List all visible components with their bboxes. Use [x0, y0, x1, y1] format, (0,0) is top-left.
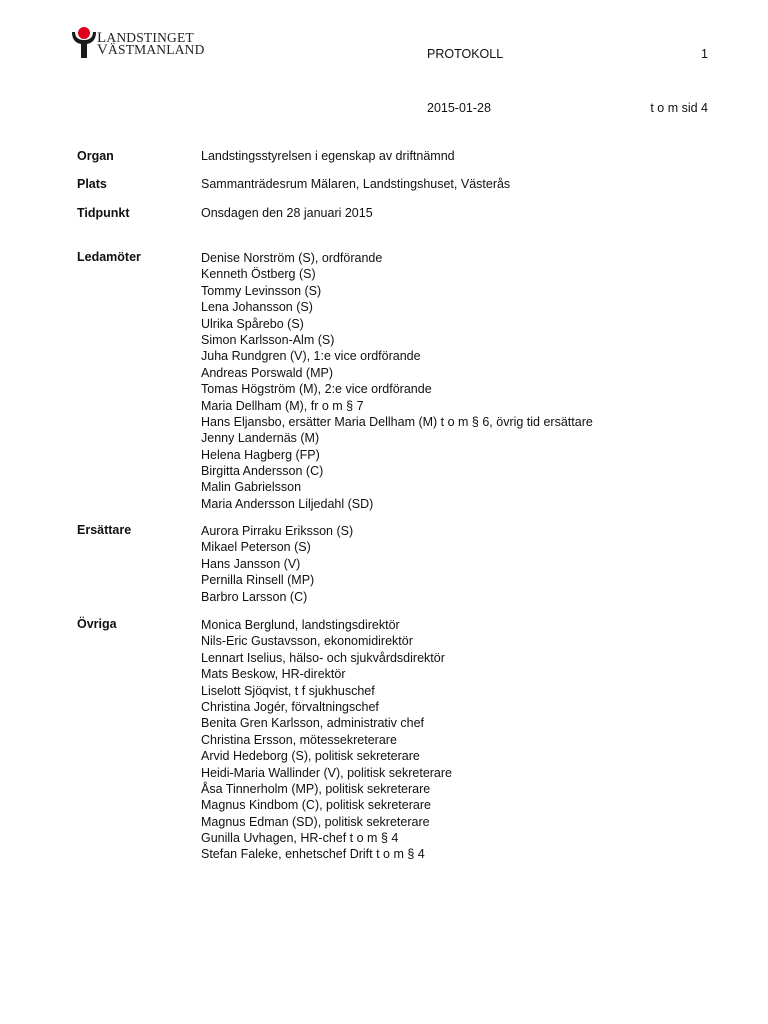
- list-item: Lena Johansson (S): [201, 300, 313, 315]
- organization-logo: [68, 26, 205, 60]
- list-item: Liselott Sjöqvist, t f sjukhuschef: [201, 683, 375, 698]
- ovriga-list: [201, 617, 452, 863]
- ersattare-list: [201, 523, 353, 605]
- list-item: Malin Gabrielsson: [201, 480, 302, 495]
- list-item: Jenny Landernäs (M): [201, 431, 320, 446]
- list-item: Åsa Tinnerholm (MP), politisk sekreterare: [201, 781, 431, 796]
- ersattare-label: Ersättare: [77, 523, 132, 537]
- document-title: PROTOKOLL: [427, 47, 504, 61]
- list-item: Christina Jogér, förvaltningschef: [201, 699, 379, 714]
- ovriga-label: Övriga: [77, 617, 117, 631]
- list-item: Tommy Levinsson (S): [201, 283, 322, 298]
- logo-wordmark: [97, 32, 205, 56]
- list-item: Hans Jansson (V): [201, 556, 301, 571]
- list-item: Denise Norström (S), ordförande: [201, 251, 383, 265]
- list-item: Lennart Iselius, hälso- och sjukvårdsdirektör: [201, 650, 445, 665]
- list-item: Arvid Hedeborg (S), politisk sekreterare: [201, 749, 420, 764]
- list-item: Kenneth Östberg (S): [201, 267, 316, 282]
- page-range: t o m sid 4: [650, 101, 708, 115]
- list-item: Simon Karlsson-Alm (S): [201, 332, 335, 347]
- list-item: Christina Ersson, mötessekreterare: [201, 732, 397, 747]
- list-item: Pernilla Rinsell (MP): [201, 573, 315, 588]
- list-item: Mikael Peterson (S): [201, 540, 311, 555]
- list-item: Monica Berglund, landstingsdirektör: [201, 618, 400, 632]
- organ-value: Landstingsstyrelsen i egenskap av driftnämnd: [201, 149, 455, 163]
- list-item: Maria Andersson Liljedahl (SD): [201, 496, 374, 511]
- list-item: Helena Hagberg (FP): [201, 447, 320, 462]
- logo-line-1: LANDSTINGET: [97, 30, 194, 46]
- ledamoter-label: Ledamöter: [77, 250, 141, 264]
- list-item: Stefan Faleke, enhetschef Drift t o m § 4: [201, 847, 425, 862]
- logo-figure-icon: [68, 26, 100, 60]
- list-item: Mats Beskow, HR-direktör: [201, 667, 346, 682]
- list-item: Maria Dellham (M), fr o m § 7: [201, 398, 364, 413]
- list-item: Tomas Högström (M), 2:e vice ordförande: [201, 382, 432, 397]
- list-item: Magnus Kindbom (C), politisk sekreterare: [201, 798, 431, 813]
- list-item: Nils-Eric Gustavsson, ekonomidirektör: [201, 634, 413, 649]
- organ-label: Organ: [77, 149, 114, 163]
- plats-label: Plats: [77, 177, 107, 191]
- page-number: 1: [701, 47, 708, 61]
- ledamoter-list: [201, 250, 593, 512]
- list-item: Heidi-Maria Wallinder (V), politisk sekreterare: [201, 765, 452, 780]
- plats-value: Sammanträdesrum Mälaren, Landstingshuset, Västerås: [201, 177, 511, 191]
- list-item: Birgitta Andersson (C): [201, 464, 324, 479]
- tidpunkt-label: Tidpunkt: [77, 206, 130, 220]
- list-item: Juha Rundgren (V), 1:e vice ordförande: [201, 349, 421, 364]
- list-item: Magnus Edman (SD), politisk sekreterare: [201, 814, 430, 829]
- list-item: Benita Gren Karlsson, administrativ chef: [201, 716, 425, 731]
- logo-line-2: VÄSTMANLAND: [97, 42, 205, 58]
- list-item: Gunilla Uvhagen, HR-chef t o m § 4: [201, 831, 399, 846]
- list-item: Barbro Larsson (C): [201, 589, 308, 604]
- list-item: Hans Eljansbo, ersätter Maria Dellham (M) t o m § 6, övrig tid ersättare: [201, 414, 593, 429]
- document-date: 2015-01-28: [427, 101, 491, 115]
- list-item: Aurora Pirraku Eriksson (S): [201, 524, 354, 538]
- tidpunkt-value: Onsdagen den 28 januari 2015: [201, 206, 373, 220]
- list-item: Ulrika Spårebo (S): [201, 316, 304, 331]
- list-item: Andreas Porswald (MP): [201, 365, 333, 380]
